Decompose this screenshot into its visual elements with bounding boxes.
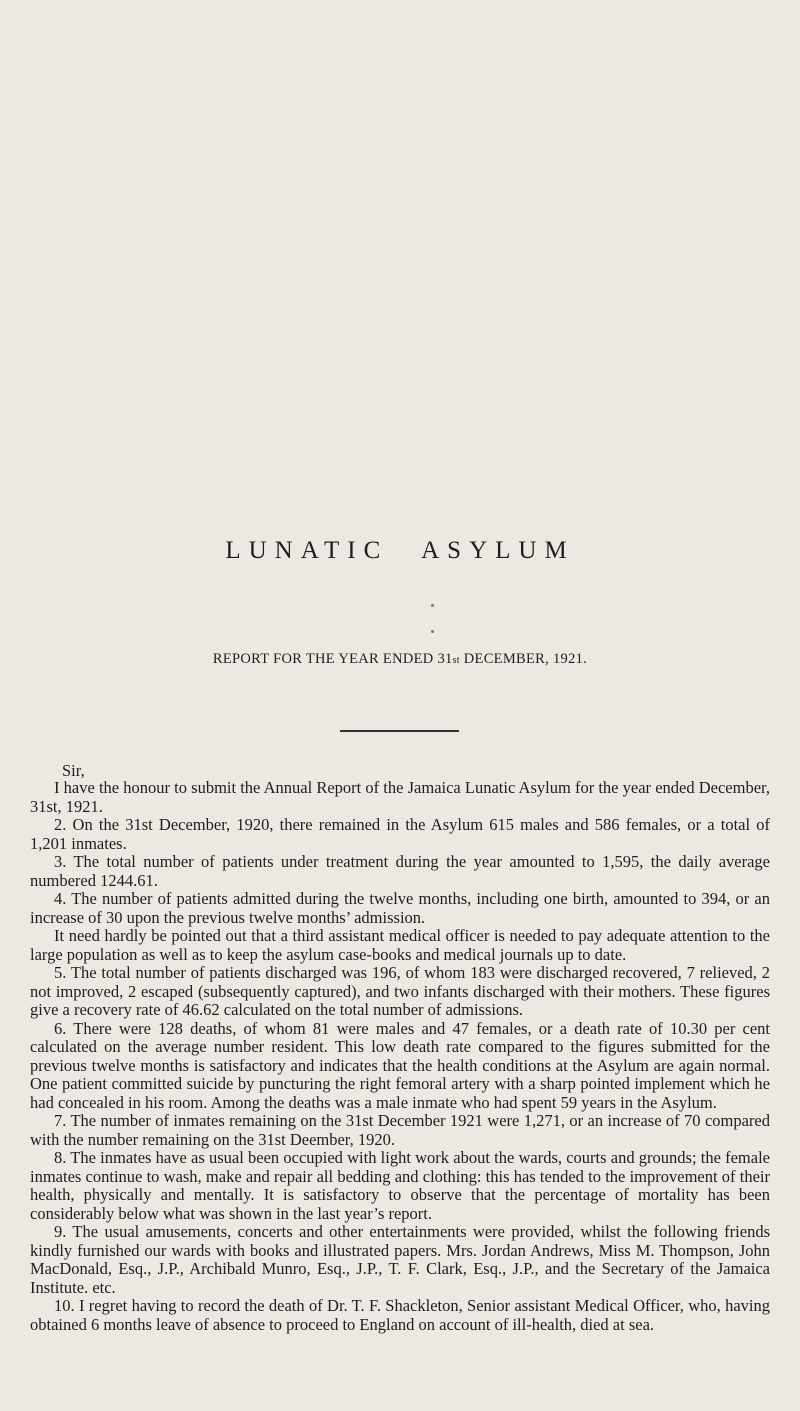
report-subtitle [0,651,800,668]
paragraph-9: 9. The usual amusements, concerts and other entertainments were provided, whilst the following friends kindly furnished our wards with books and illustrated papers. Mrs. Jordan Andrews, Miss M. Thompson, John MacDonald, Esq., J.P., Archibald Munro, Esq., J.P., T. F. Clark, Esq., J.P., and the Secretary of the Jamaica Institute. etc. [30,1222,770,1297]
paragraph-6: 6. There were 128 deaths, of whom 81 were males and 47 females, or a death rate of 10.30 per cent calculated on the average number resident. This low death rate compared to the figures submitted for the previous twelve months is satisfactory and indicates that the health conditions at the Asylum are again normal. One patient committed suicide by puncturing the right femoral artery with a sharp pointed implement which he had concealed in his room. Among the deaths was a male inmate who had spent 59 years in the Asylum. [30,1018,770,1112]
report-body [30,762,770,1334]
paragraph-4-note: It need hardly be pointed out that a third assistant medical officer is needed to pay adequate attention to the large population as well as to keep the asylum case-books and medical journals up to date. [30,926,770,964]
paragraph-4: 4. The number of patients admitted during the twelve months, including one birth, amounted to 394, or an increase of 30 upon the previous twelve months’ admission. [30,889,770,927]
divider-rule [340,730,459,732]
subtitle-text: REPORT FOR THE YEAR ENDED 31 [212,651,453,667]
subtitle-date: DECEMBER, 1921. [459,651,588,667]
paragraph-3: 3. The total number of patients under treatment during the year amounted to 1,595, the daily average numbered 1244.61. [30,852,770,890]
paragraph-2: 2. On the 31st December, 1920, there remained in the Asylum 615 males and 586 females, or a total of 1,201 inmates. [30,815,770,853]
scan-speck [431,630,434,633]
paragraph-10: 10. I regret having to record the death of Dr. T. F. Shackleton, Senior assistant Medical Officer, who, having obtained 6 months leave of absence to proceed to England on account of ill-health, died at sea. [30,1296,770,1334]
paragraph-5: 5. The total number of patients discharged was 196, of whom 183 were discharged recovered, 7 relieved, 2 not improved, 2 escaped (subsequently captured), and two infants discharged with their mothers. These figures give a recovery rate of 46.62 calculated on the total number of admissions. [30,963,770,1019]
salutation: Sir, [62,761,85,780]
subtitle-ordinal: st [452,655,460,666]
paragraph-1: I have the honour to submit the Annual Report of the Jamaica Lunatic Asylum for the year ended December, 31st, 1921. [30,778,770,816]
paragraph-7: 7. The number of inmates remaining on the 31st December 1921 were 1,271, or an increase of 70 compared with the number remaining on the 31st Deember, 1920. [30,1111,770,1149]
scan-speck [431,604,434,607]
paragraph-8: 8. The inmates have as usual been occupied with light work about the wards, courts and grounds; the female inmates continue to wash, make and repair all bedding and clothing: this has tended to the improvement of their health, physically and mentally. It is satisfactory to observe that the percentage of mortality has been considerably below what was shown in the last year’s report. [30,1148,770,1223]
page-title: LUNATIC ASYLUM [225,537,575,564]
